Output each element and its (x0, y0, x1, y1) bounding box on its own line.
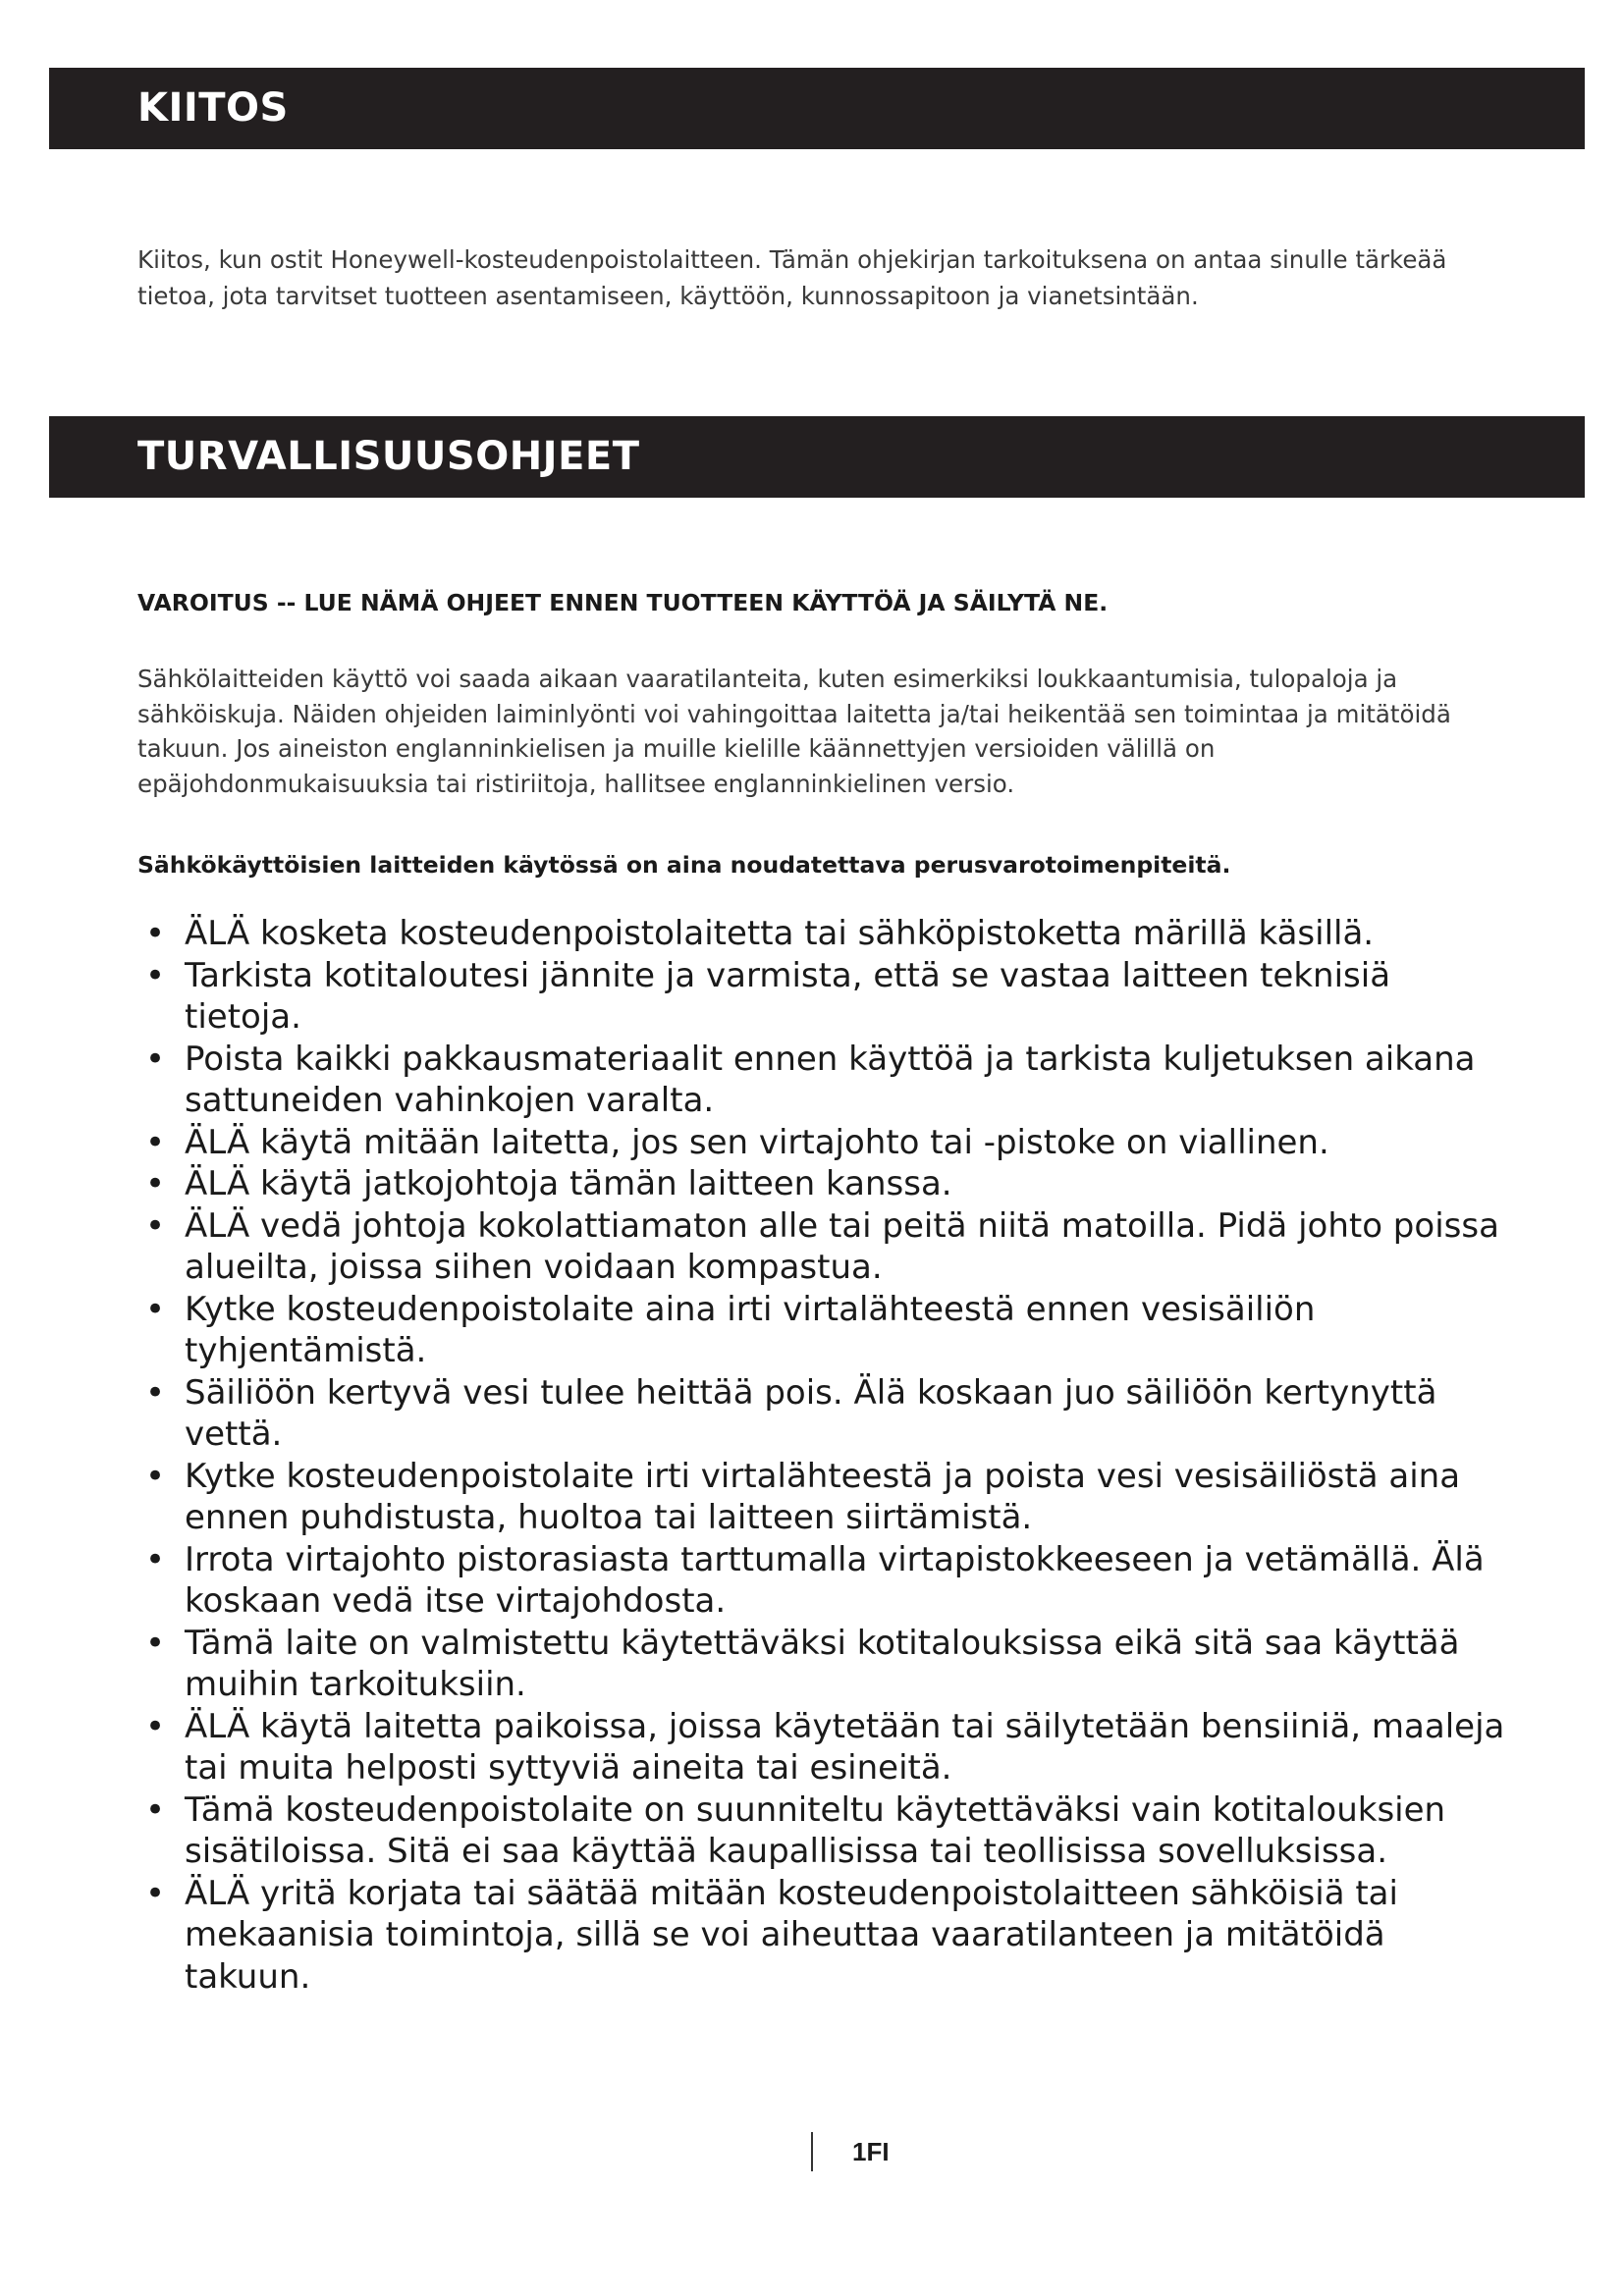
precaution-title: Sähkökäyttöisien laitteiden käytössä on aina noudatettava perusvarotoimenpiteitä. (137, 851, 1231, 879)
list-item (137, 913, 1512, 955)
list-item-text: Säiliöön kertyvä vesi tulee heittää pois. Älä koskaan juo säiliöön kertynyttä vettä. (185, 1372, 1437, 1454)
warning-paragraph: Sähkölaitteiden käyttö voi saada aikaan vaaratilanteita, kuten esimerkiksi loukkaantumisia, tulopaloja ja sähköiskuja. Näiden ohjeiden laiminlyönti voi vahingoittaa laitetta ja/tai heikentää sen toimintaa ja mitätöidä takuun. Jos aineiston englanninkielisen ja muille kielille käännettyjen versioiden välillä on epäjohdonmukaisuuksia tai ristiriitoja, hallitsee englanninkielinen versio. (137, 665, 1451, 798)
list-item (137, 1706, 1512, 1789)
list-item-text: Tarkista kotitaloutesi jännite ja varmista, että se vastaa laitteen teknisiä tietoja. (185, 955, 1391, 1037)
bullet-icon: • (145, 1456, 166, 1496)
bullet-icon: • (145, 1706, 166, 1746)
section-header-kiitos (49, 68, 1585, 149)
footer-divider (811, 2132, 813, 2171)
list-item (137, 1163, 1512, 1205)
list-item (137, 1372, 1512, 1456)
list-item-text: ÄLÄ käytä mitään laitetta, jos sen virtajohto tai -pistoke on viallinen. (185, 1122, 1329, 1162)
page-footer (811, 2132, 890, 2171)
list-item (137, 1122, 1512, 1164)
bullet-icon: • (145, 1164, 166, 1203)
list-item-text: ÄLÄ kosketa kosteudenpoistolaitetta tai sähköpistoketta märillä käsillä. (185, 914, 1375, 953)
list-item-text: ÄLÄ yritä korjata tai säätää mitään kosteudenpoistolaitteen sähköisiä tai mekaanisia toimintoja, sillä se voi aiheuttaa vaaratilanteen ja mitätöidä takuun. (185, 1873, 1398, 1997)
section-title-safety: TURVALLISUUSOHJEET (137, 434, 640, 479)
list-item (137, 1205, 1512, 1289)
list-item-text: Kytke kosteudenpoistolaite irti virtalähteestä ja poista vesi vesisäiliöstä aina ennen puhdistusta, huoltoa tai laitteen siirtämistä. (185, 1456, 1461, 1537)
list-item-text: ÄLÄ käytä laitetta paikoissa, joissa käytetään tai säilytetään bensiiniä, maaleja tai muita helposti syttyviä aineita tai esineitä. (185, 1706, 1505, 1788)
list-item (137, 1039, 1512, 1122)
list-item-text: Kytke kosteudenpoistolaite aina irti virtalähteestä ennen vesisäiliön tyhjentämistä. (185, 1289, 1316, 1370)
list-item-text: ÄLÄ vedä johtoja kokolattiamaton alle tai peitä niitä matoilla. Pidä johto poissa alueilta, joissa siihen voidaan kompastua. (185, 1205, 1499, 1287)
bullet-icon: • (145, 1539, 166, 1579)
bullet-icon: • (145, 1205, 166, 1246)
list-item-text: Tämä laite on valmistettu käytettäväksi kotitalouksissa eikä sitä saa käyttää muihin tarkoituksiin. (185, 1623, 1460, 1704)
list-item-text: ÄLÄ käytä jatkojohtoja tämän laitteen kanssa. (185, 1164, 952, 1203)
section-title-kiitos: KIITOS (137, 85, 289, 131)
list-item (137, 1456, 1512, 1539)
intro-paragraph: Kiitos, kun ostit Honeywell-kosteudenpoistolaitteen. Tämän ohjekirjan tarkoituksena on antaa sinulle tärkeää tietoa, jota tarvitset tuotteen asentamiseen, käyttöön, kunnossapitoon ja vianetsintään. (137, 245, 1447, 310)
list-item-text: Tämä kosteudenpoistolaite on suunniteltu käytettäväksi vain kotitalouksien sisätiloissa. Sitä ei saa käyttää kaupallisissa tai teollisissa sovelluksissa. (185, 1789, 1446, 1871)
list-item-text: Irrota virtajohto pistorasiasta tarttumalla virtapistokkeeseen ja vetämällä. Älä koskaan vedä itse virtajohdosta. (185, 1539, 1485, 1621)
bullet-icon: • (145, 1623, 166, 1663)
list-item-text: Poista kaikki pakkausmateriaalit ennen käyttöä ja tarkista kuljetuksen aikana sattuneiden vahinkojen varalta. (185, 1039, 1476, 1120)
bullet-icon: • (145, 1789, 166, 1830)
bullet-icon: • (145, 1122, 166, 1162)
list-item (137, 955, 1512, 1039)
bullet-icon: • (145, 1039, 166, 1079)
safety-instructions-list (137, 913, 1512, 1998)
list-item (137, 1539, 1512, 1623)
bullet-icon: • (145, 914, 166, 953)
list-item (137, 1623, 1512, 1706)
bullet-icon: • (145, 955, 166, 995)
warning-title: VAROITUS -- LUE NÄMÄ OHJEET ENNEN TUOTTEEN KÄYTTÖÄ JA SÄILYTÄ NE. (137, 589, 1109, 616)
list-item (137, 1789, 1512, 1873)
bullet-icon: • (145, 1372, 166, 1413)
section-header-safety (49, 416, 1585, 498)
list-item (137, 1289, 1512, 1372)
bullet-icon: • (145, 1873, 166, 1913)
list-item (137, 1873, 1512, 1999)
bullet-icon: • (145, 1289, 166, 1329)
page-number: 1FI (852, 2136, 890, 2166)
